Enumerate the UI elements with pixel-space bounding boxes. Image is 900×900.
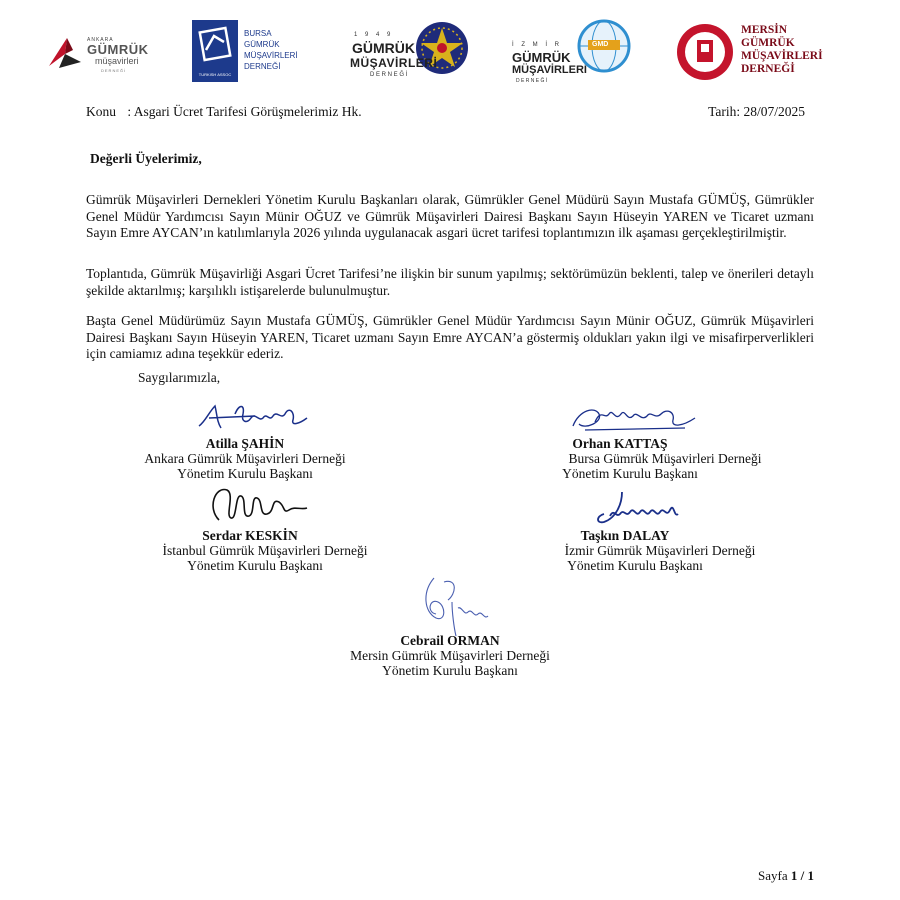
signatory-5-title: Yönetim Kurulu Başkanı [382,663,518,678]
closing: Saygılarımızla, [138,370,221,385]
signatory-2-name: Orhan KATTAŞ [572,436,668,451]
izmir-logo-line2: MÜŞAVİRLERİ [512,64,587,76]
signature-serdar-keskin [205,480,315,530]
bursa-badge-text: TURKISH ASSOC [198,72,232,77]
signature-taskin-dalay [592,488,692,532]
paragraph-1: Gümrük Müşavirleri Dernekleri Yönetim Kurulu Başkanları olarak, Gümrükler Genel Müdürü Sayın Mustafa GÜMÜŞ, Gümrükler Genel Müdür Yardımcısı Sayın Münir OĞUZ ve Gümrük Müşavirleri Dairesi Başkanı Sayın Hüseyin YAREN ve Ticaret uzmanı Sayın Emre AYCAN’ın katılımlarıyla 2026 yılında uygulanacak asgari ücret tarifesi toplantımızın ilk aşaması gerçekleştirilmiştir. [86,192,814,240]
signatory-3-name: Serdar KESKİN [202,528,298,543]
ankara-association-logo [45,18,160,90]
page-count: 1 / 1 [790,868,814,883]
bursa-logo-line1: BURSA [244,29,272,38]
signatory-4-org: İzmir Gümrük Müşavirleri Derneği [564,543,756,558]
subject-text: : Asgari Ücret Tarifesi Görüşmelerimiz Hk. [127,104,362,119]
mersin-logo-line3: MÜŞAVİRLERİ [741,50,823,62]
istanbul-logo-line1: GÜMRÜK [352,40,415,56]
istanbul-association-logo [350,18,475,90]
salutation: Değerli Üyelerimiz, [90,151,202,166]
signatory-3-title: Yönetim Kurulu Başkanı [187,558,323,573]
signatory-5-name: Cebrail ORMAN [400,633,500,648]
izmir-logo-line3: D E R N E Ğ İ [516,78,548,84]
istanbul-logo-top: 1 9 4 9 [354,32,394,38]
ankara-logo-line4: DERNEĞİ [101,68,127,73]
bursa-association-logo [192,18,312,90]
izmir-logo-line1: GÜMRÜK [512,50,571,65]
signature-orhan-kattas [565,400,705,440]
paragraph-3: Başta Genel Müdürümüz Sayın Mustafa GÜMÜŞ, Gümrükler Genel Müdür Yardımcısı Sayın Münir OĞUZ, Gümrük Müşavirleri Dairesi Başkanı Sayın Hüseyin YAREN, Ticaret uzmanı Sayın Emre AYCAN’a göstermiş oldukları yakın ilgi ve misafirperverlikleri için camiamız adına teşekkür ederiz. [86,313,814,361]
logo-row [40,18,860,90]
mersin-association-logo [675,18,823,90]
istanbul-logo-line2: MÜŞAVİRLERİ [350,56,438,70]
paragraph-2: Toplantıda, Gümrük Müşavirliği Asgari Ücret Tarifesi’ne ilişkin bir sunum yapılmış; sektörümüzün beklenti, talep ve önerileri detaylı şekilde aktarılmış; karşılıklı istişarelerde bulunulmuştur. [86,266,814,298]
signatory-4-title: Yönetim Kurulu Başkanı [567,558,703,573]
signatory-1-name: Atilla ŞAHİN [205,436,285,451]
izmir-badge-text: GMD [592,41,609,48]
page-number [758,868,814,884]
mersin-logo-line1: MERSİN [741,24,788,36]
document-date: Tarih: 28/07/2025 [708,104,805,119]
ankara-logo-line1: ANKARA [87,37,114,43]
signatory-2-title: Yönetim Kurulu Başkanı [562,466,698,481]
bursa-logo-line3: MÜŞAVİRLERİ [244,51,298,60]
mersin-logo-text [741,24,823,76]
mersin-seal-emblem-icon [675,22,735,82]
ankara-logo-line2: GÜMRÜK [87,42,149,57]
signatory-4-name: Taşkın DALAY [580,528,670,543]
signatory-3-org: İstanbul Gümrük Müşavirleri Derneği [162,543,368,558]
izmir-logo-top: İ Z M İ R [512,42,562,48]
signature-cebrail-orman [412,572,502,642]
izmir-association-logo [510,18,635,90]
ankara-emblem-icon [45,32,85,72]
signatory-2-org: Bursa Gümrük Müşavirleri Derneği [568,451,762,466]
istanbul-logo-line3: D E R N E Ğ İ [370,72,408,78]
mersin-logo-line4: DERNEĞİ [741,63,795,75]
signatory-1-title: Yönetim Kurulu Başkanı [177,466,313,481]
signature-atilla-sahin [195,398,325,438]
signatory-5-org: Mersin Gümrük Müşavirleri Derneği [350,648,550,663]
ankara-logo-line3: müşavirleri [95,56,139,66]
bursa-logo-line4: DERNEĞİ [244,62,281,71]
bursa-emblem [192,20,238,82]
bursa-logo-line2: GÜMRÜK [244,40,280,49]
page-label: Sayfa [758,868,788,883]
bursa-logo-text [244,28,298,72]
bursa-emblem-icon [192,20,238,70]
subject-line [86,104,362,120]
mersin-logo-line2: GÜMRÜK [741,37,795,49]
signatory-1-org: Ankara Gümrük Müşavirleri Derneği [144,451,346,466]
subject-label: Konu [86,104,116,119]
